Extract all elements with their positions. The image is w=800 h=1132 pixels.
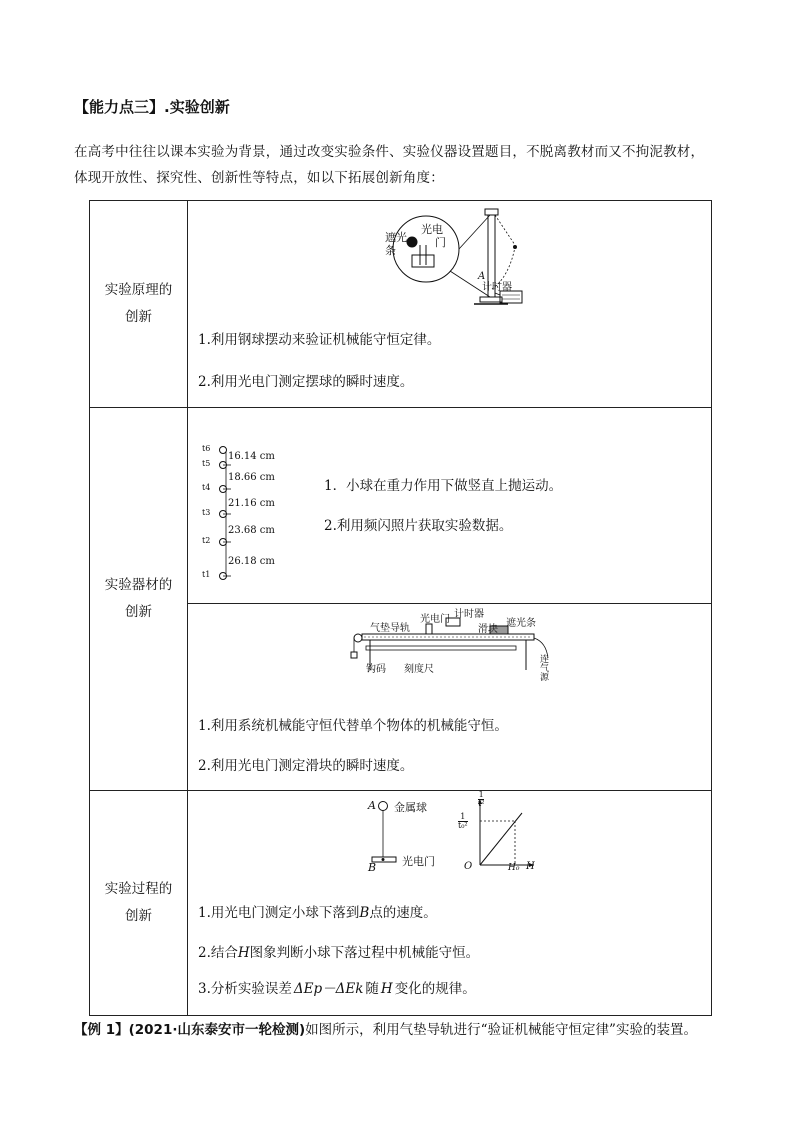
label-a-point: A (368, 799, 376, 812)
equipment-item-a1: 1．小球在重力作用下做竖直上抛运动。 (324, 478, 563, 494)
content-equipment-track (188, 604, 712, 791)
content-equipment-strobe (188, 408, 712, 604)
pendulum-figure (384, 207, 524, 311)
distance-5: 26.18 cm (228, 556, 275, 567)
label-timer-track: 计时器 (454, 609, 484, 620)
content-principle (188, 201, 712, 408)
ruler (366, 646, 516, 650)
row-equipment-a (90, 408, 712, 604)
label-metal-ball: 金属球 (394, 801, 427, 814)
time-t4: t4 (202, 483, 211, 492)
distance-3: 21.16 cm (228, 498, 275, 509)
axis-x-label: H (526, 861, 535, 872)
label-timer: 计时器 (482, 282, 512, 293)
label-process (90, 791, 188, 1016)
example-text: 如图所示，利用气垫导轨进行“验证机械能守恒定律”实验的装置。 (305, 1022, 697, 1038)
row-process (90, 791, 712, 1016)
label-equipment-line1: 实验器材的 (104, 577, 173, 593)
principle-item-2: 2.利用光电门测定摆球的瞬时速度。 (198, 374, 414, 390)
process-item-3: 3.分析实验误差 ΔEp－ΔEk 随 H 变化的规律。 (198, 981, 476, 997)
principle-item-1: 1.利用钢球摆动来验证机械能守恒定律。 (198, 332, 441, 348)
label-gate-b: 光电门 (402, 855, 435, 868)
label-process-line2: 创新 (125, 908, 152, 924)
distance-1: 16.14 cm (228, 451, 275, 462)
photo-gate (426, 624, 432, 634)
example-line (74, 1018, 697, 1038)
label-shade: 遮光 条 (385, 231, 407, 257)
equipment-item-b1: 1.利用系统机械能守恒代替单个物体的机械能守恒。 (198, 718, 508, 734)
time-t1: t1 (202, 570, 211, 579)
label-gate-track: 光电门 (420, 614, 450, 625)
time-t3: t3 (202, 508, 211, 517)
stand-base (480, 297, 502, 302)
label-gate: 光电 门 (421, 223, 446, 249)
axis-y-label: 1 t² (478, 790, 485, 808)
example-tag: 【例 1】 (74, 1022, 129, 1038)
equipment-item-a2: 2.利用频闪照片获取实验数据。 (324, 518, 513, 534)
label-track: 气垫导轨 (370, 623, 410, 634)
metal-ball (379, 802, 388, 811)
label-weight: 钩码 (366, 664, 386, 675)
equipment-item-b2: 2.利用光电门测定滑块的瞬时速度。 (198, 758, 414, 774)
hook-weight (351, 652, 357, 658)
distance-4: 23.68 cm (228, 525, 275, 536)
pulley (354, 634, 362, 642)
label-process-line1: 实验过程的 (104, 881, 173, 897)
process-item-2: 2.结合H图象判断小球下落过程中机械能守恒。 (198, 945, 480, 961)
ball-t6 (220, 447, 227, 454)
label-strip-track: 遮光条 (506, 618, 536, 629)
label-principle (90, 201, 188, 408)
tick-y-label: 1 t₀² (458, 812, 468, 830)
time-t2: t2 (202, 536, 211, 545)
label-principle-line2: 创新 (125, 309, 152, 325)
section-heading: 【能力点三】.实验创新 (74, 98, 230, 116)
time-t6: t6 (202, 444, 211, 453)
label-slider: 滑块 (478, 624, 498, 635)
innovation-table (89, 200, 712, 1016)
process-item-1: 1.用光电门测定小球下落到B点的速度。 (198, 905, 437, 921)
content-process (188, 791, 712, 1016)
label-point-a: A (478, 271, 486, 282)
label-ruler: 刻度尺 (404, 664, 434, 675)
label-principle-line1: 实验原理的 (104, 282, 173, 298)
row-principle (90, 201, 712, 408)
label-equipment-line2: 创新 (125, 604, 152, 620)
time-t5: t5 (202, 459, 211, 468)
tick-x-label: H₀ (508, 863, 520, 873)
intro-line-1: 在高考中往往以课本实验为背景，通过改变实验条件、实验仪器设置题目，不脱离教材而又不拘泥教材， (74, 144, 705, 160)
origin-label: O (464, 861, 473, 872)
label-b-point: B (368, 861, 377, 874)
intro-line-2: 体现开放性、探究性、创新性等特点，如以下拓展创新角度： (74, 170, 444, 186)
steel-ball (407, 237, 418, 248)
label-equipment (90, 408, 188, 791)
example-source: (2021·山东泰安市一轮检测) (128, 1022, 306, 1038)
distance-2: 18.66 cm (228, 472, 275, 483)
gate-body (412, 255, 434, 267)
label-air-source: 连 气 源 (540, 655, 550, 683)
